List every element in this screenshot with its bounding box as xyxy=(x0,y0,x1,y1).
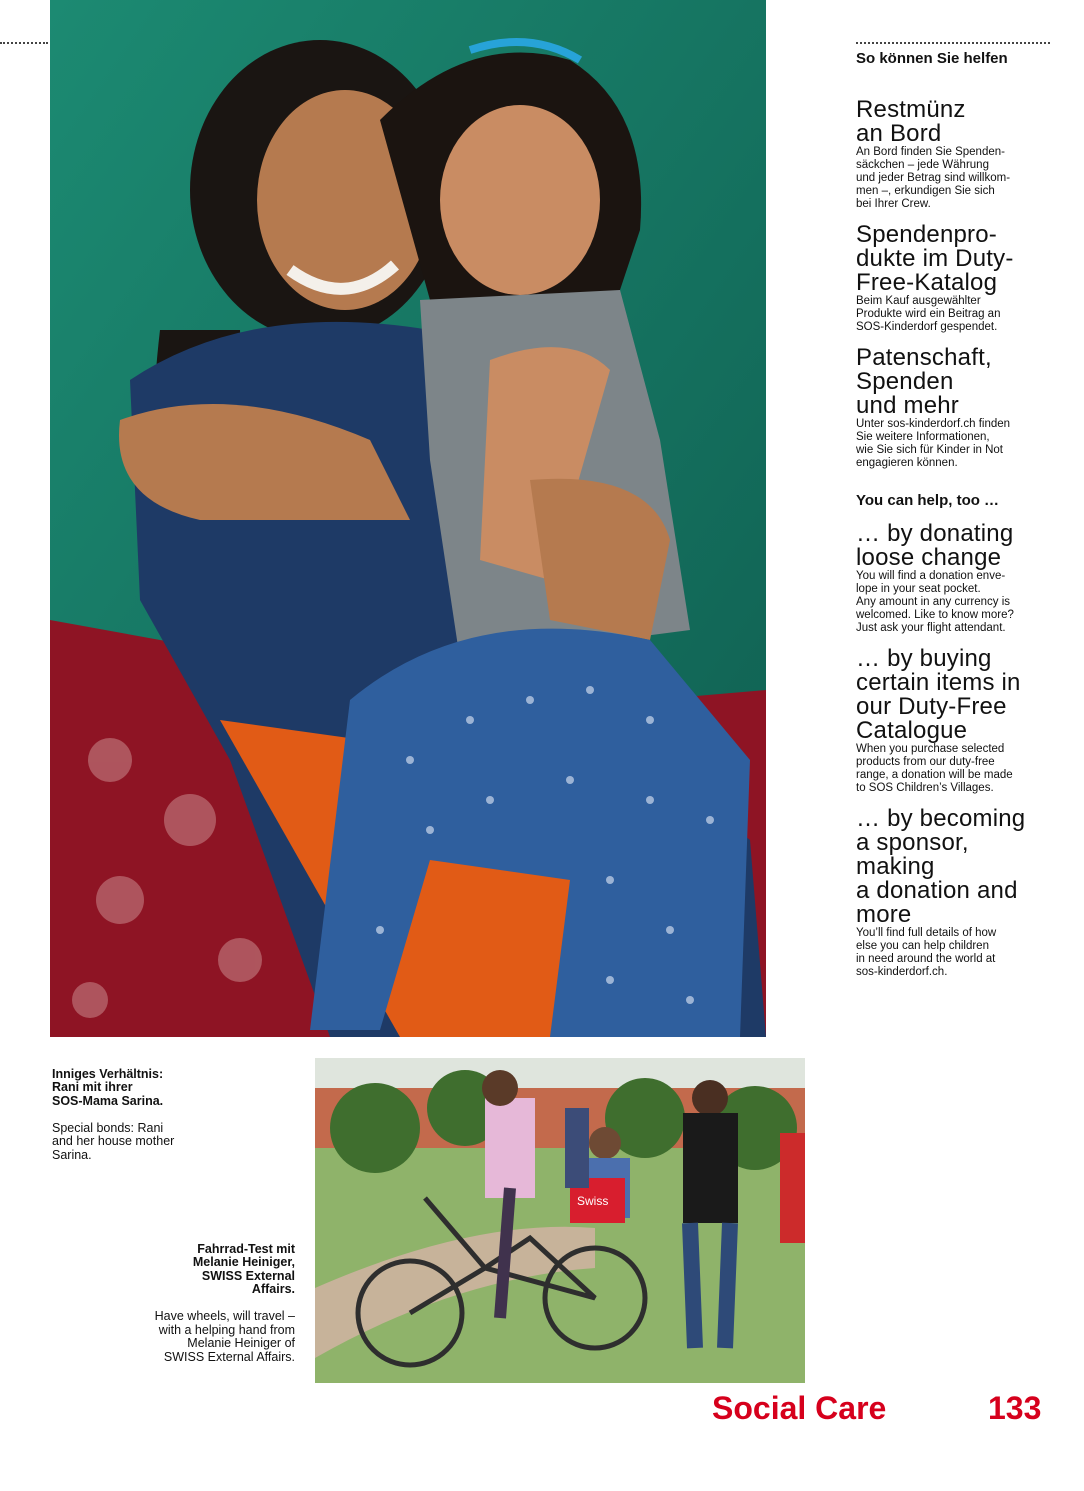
bike-caption-de: Fahrrad-Test mit Melanie Heiniger, SWISS External Affairs. xyxy=(192,1241,295,1296)
sidebar-heading-en: You can help, too … xyxy=(856,492,1000,509)
sidebar-item-duty-free xyxy=(856,647,1052,795)
sidebar-item-sponsor xyxy=(856,807,1052,979)
sidebar-item-text: You’ll find full details of how else you can help children in need around the world at sos-kinderdorf.ch. xyxy=(856,927,997,978)
top-left-dotted-rule xyxy=(0,42,48,44)
sidebar-item-loose-change xyxy=(856,522,1052,635)
main-caption-de: Inniges Verhältnis: Rani mit ihrer SOS-Mama Sarina. xyxy=(52,1066,164,1108)
sidebar-item-text: When you purchase selected products from our duty-free range, a donation will be made to SOS Children’s Villages. xyxy=(856,743,1013,794)
sidebar-item-text: Unter sos-kinderdorf.ch finden Sie weitere Informationen, wie Sie sich für Kinder in Not engagieren können. xyxy=(856,418,1011,469)
main-caption-en: Special bonds: Rani and her house mother Sarina. xyxy=(52,1120,175,1162)
sidebar-item-spendenprodukte xyxy=(856,223,1052,334)
main-photo-mother-and-daughter xyxy=(50,0,766,1037)
main-photo-caption xyxy=(52,1054,222,1162)
sign-text: Swiss xyxy=(577,1194,609,1208)
sidebar-item-title: Spendenpro- dukte im Duty- Free-Katalog xyxy=(856,221,1014,296)
sidebar-item-title: Restmünz an Bord xyxy=(856,96,966,147)
help-sidebar xyxy=(856,50,1052,991)
sidebar-heading-de: So können Sie helfen xyxy=(856,50,1008,67)
sidebar-item-title: … by buying certain items in our Duty-Free Catalogue xyxy=(856,645,1021,744)
sidebar-item-text: You will find a donation enve- lope in your seat pocket. Any amount in any currency is welcomed. Like to know more? Just ask your flight attendant. xyxy=(856,570,1014,634)
bike-caption-en: Have wheels, will travel – with a helping hand from Melanie Heiniger of SWISS External Affairs. xyxy=(154,1309,295,1364)
section-title: Social Care xyxy=(712,1390,887,1426)
sidebar-dotted-rule xyxy=(856,42,1050,44)
sidebar-item-text: An Bord finden Sie Spenden- säckchen – jede Währung und jeder Betrag sind willkom- men –, erkundigen Sie sich bei Ihrer Crew. xyxy=(856,146,1011,210)
sidebar-item-restmuenz xyxy=(856,98,1052,211)
sidebar-item-text: Beim Kauf ausgewählter Produkte wird ein Beitrag an SOS-Kinderdorf gespendet. xyxy=(856,295,1001,333)
bike-photo-caption xyxy=(100,1229,295,1364)
page-number: 133 xyxy=(988,1390,1042,1426)
bicycle-test-photo xyxy=(315,1058,805,1383)
sidebar-item-title: … by donating loose change xyxy=(856,520,1014,571)
sidebar-item-patenschaft xyxy=(856,346,1052,470)
sidebar-item-title: … by becoming a sponsor, making a donation and more xyxy=(856,805,1026,928)
sidebar-item-title: Patenschaft, Spenden und mehr xyxy=(856,344,992,419)
